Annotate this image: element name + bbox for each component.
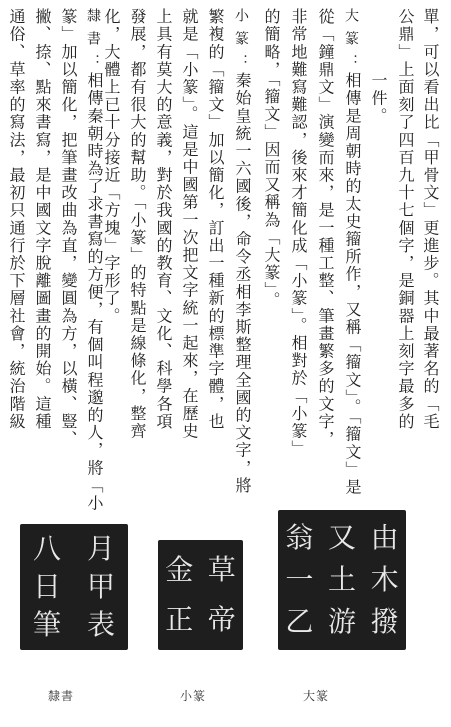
heading-xiaozhuan: 小篆： [233,8,249,77]
dazhuan-specimen [278,510,406,650]
text-column-5: 從「鐘鼎文」演變而來，是一種工整、筆畫繁多的文字， [316,8,335,448]
heading-dazhuan: 大篆： [343,8,359,77]
glyph: 草 [207,553,236,587]
text-column-16: 撇、捺、點來書寫，是中國文字脫離圖畫的開始。這種 [33,8,52,431]
caption-lishu: 隸書 [48,689,75,703]
glyph: 金 [165,553,194,587]
heading-lishu: 隸書： [85,8,101,77]
glyph: 甲 [86,569,115,603]
text-column-2: 公鼎」上面刻了四百九十七個字，是銅器上刻字最多的 [396,8,415,431]
glyph: 乙 [285,605,314,638]
glyph: 游 [327,605,356,638]
glyph: 又 [327,521,356,554]
xiaozhuan-glyphs [158,540,243,650]
text-column-9: 繁複的「籀文」加以簡化，訂出一種新的標準字體，也 [206,8,225,431]
text-column-15: 篆」加以簡化，把筆畫改曲為直，變圓為方，以橫、豎、 [59,8,78,448]
glyph: 帝 [207,602,236,636]
lishu-specimen [20,524,128,650]
text-column-17: 通俗、草率的寫法，最初只通行於下層社會，統治階級 [7,8,26,431]
glyph: 一 [285,563,314,596]
text-column-4: 相傳是周朝時的太史籀所作，又稱「籀文」。「籀文」是 [343,72,362,496]
caption-xiaozhuan: 小篆 [180,689,207,703]
glyph: 八 [32,532,61,566]
glyph: 撥 [370,605,399,638]
text-column-10: 就是「小篆」。這是中國第一次把文字統一起來，在歷史 [180,8,199,440]
text-column-12: 發展，都有很大的幫助。「小篆」的特點是線條化，整齊 [128,8,147,440]
text-column-7: 的簡略，「籀文」因而又稱為「大篆」。 [262,8,281,309]
glyph: 正 [165,602,194,636]
text-column-1: 單，可以看出比「甲骨文」更進步。其中最著名的「毛 [421,8,440,431]
xiaozhuan-specimen [158,540,243,650]
glyph: 月 [86,532,115,566]
text-column-3: 一件。 [369,72,388,125]
glyph: 筆 [32,607,61,641]
text-column-11: 上具有莫大的意義，對於我國的教育、文化、科學各項 [154,8,173,431]
dazhuan-glyphs [278,510,406,650]
text-column-6: 非常地難寫難認，後來才簡化成「小篆」。相對於「小篆」 [289,8,308,458]
glyph: 日 [32,569,61,603]
glyph: 木 [370,563,399,596]
glyph: 翁 [285,521,314,554]
glyph: 表 [86,607,115,641]
caption-dazhuan: 大篆 [303,689,330,703]
text-column-8: 秦始皇統一六國後，命令丞相李斯整理全國的文字，將 [233,72,252,495]
glyph: 土 [327,563,356,596]
text-column-14: 相傳秦朝時為了求書寫的方便，有個叫程邈的人，將「小 [85,72,104,512]
lishu-glyphs [20,524,128,650]
text-column-13: 化，大體上已十分接近「方塊」字形了。 [102,8,121,325]
glyph: 由 [370,521,399,554]
